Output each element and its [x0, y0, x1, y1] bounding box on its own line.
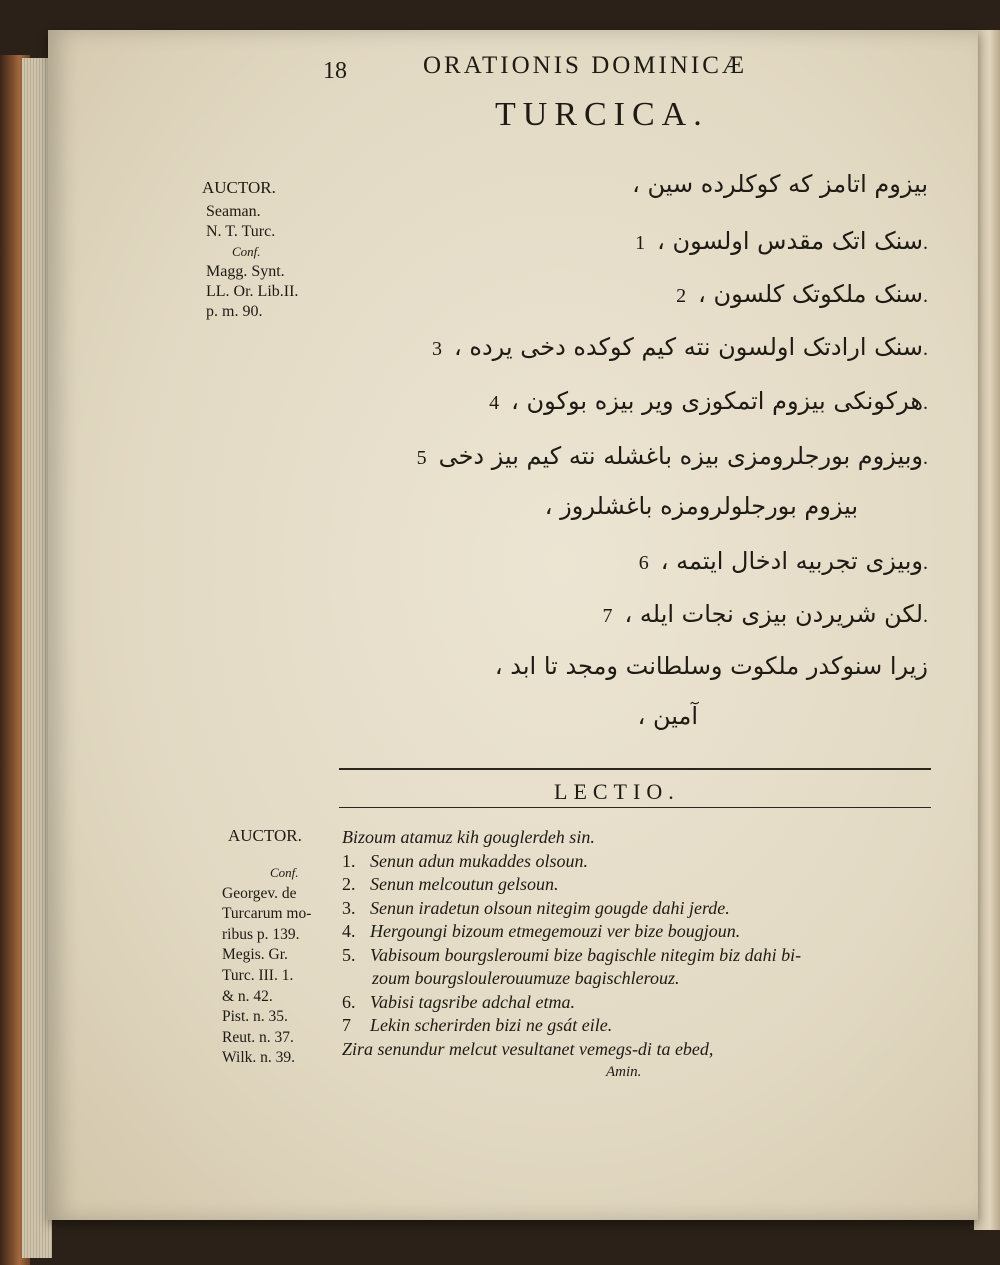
verse-number: 2. — [676, 285, 928, 307]
turkish-text: سنک اتک مقدس اولسون ، — [657, 227, 923, 255]
turkish-text: وبیزی تجربیه ادخال ایتمه ، — [660, 547, 923, 575]
lectio-line — [342, 920, 952, 944]
sidebar-auctor-label: AUCTOR. — [202, 178, 276, 197]
lectio-line — [342, 1038, 952, 1062]
lectio-text: Lekin scherirden bizi ne gsát eile. — [370, 1015, 613, 1035]
turkish-text: آمین ، — [637, 702, 698, 730]
turkish-line — [288, 547, 928, 575]
lectio-text: Vabisi tagsribe adchal etma. — [370, 991, 575, 1012]
turkish-line — [228, 442, 928, 470]
reference-conf: Conf. — [232, 244, 261, 259]
lectio-heading: LECTIO. — [554, 779, 680, 804]
reference-line: & n. 42. — [222, 987, 273, 1005]
reference-line: LL. Or. Lib.II. — [206, 283, 299, 300]
verse-number: 5. — [416, 447, 928, 469]
verse-number: 6. — [638, 552, 928, 574]
turkish-text: لکن شریردن بیزی نجات ایله ، — [624, 600, 923, 628]
lectio-text: Amin. — [606, 1064, 642, 1080]
reference-line: Megis. Gr. — [222, 946, 288, 964]
verse-number: 6. — [342, 991, 356, 1012]
reference-line: N. T. Turc. — [206, 223, 276, 240]
verse-number: 5. — [342, 944, 356, 965]
reference-line: Turcarum mo- — [222, 905, 312, 923]
verse-number: 4. — [489, 392, 928, 414]
verse-number: 2. — [342, 874, 356, 894]
divider-rule — [339, 807, 931, 808]
verse-number: 1. — [635, 232, 928, 254]
lectio-text: Senun iradetun olsoun nitegim gougde dahi jerde. — [370, 897, 730, 918]
lectio-text: zoum bourgsloulerouumuze bagischlerouz. — [372, 968, 680, 988]
turkish-line — [228, 652, 928, 680]
lectio-line — [342, 1061, 952, 1085]
lectio-line — [342, 991, 952, 1015]
turkish-line — [218, 492, 858, 520]
page-number: 18 — [323, 58, 347, 84]
turkish-text: بیزوم بورجلولرومزه باغشلروز ، — [544, 492, 858, 520]
lectio-line — [342, 967, 952, 991]
verse-number: 7 — [342, 1015, 351, 1035]
reference-conf: Conf. — [270, 865, 299, 880]
lectio-text: Bizoum atamuz kih gouglerdeh sin. — [342, 827, 595, 847]
reference-line: p. m. 90. — [206, 303, 263, 320]
page-title: TURCICA. — [495, 96, 709, 133]
reference-line: Magg. Synt. — [206, 263, 285, 280]
lectio-line — [342, 873, 952, 897]
lectio-text: Hergoungi bizoum etmegemouzi ver bize bougjoun. — [370, 921, 741, 941]
turkish-line — [288, 387, 928, 415]
turkish-line — [58, 702, 698, 730]
turkish-line — [288, 227, 928, 255]
turkish-line — [288, 170, 928, 198]
sidebar-references-top — [206, 202, 298, 322]
lectio-text: Zira senundur melcut vesultanet vemegs-di ta ebed, — [342, 1038, 714, 1059]
reference-line: Reut. n. 37. — [222, 1028, 294, 1046]
sidebar-references-bottom — [222, 863, 311, 1069]
turkish-text: وبیزوم بورجلرومزی بیزه باغشله نته کیم بیز دخی — [438, 442, 923, 470]
lectio-text: Vabisoum bourgsleroumi bize bagischle nitegim biz dahi bi- — [370, 944, 802, 965]
verse-number: 4. — [342, 921, 356, 941]
lectio-line — [342, 826, 952, 850]
verse-number: 3. — [342, 897, 356, 918]
reference-line: ribus p. 139. — [222, 925, 300, 943]
reference-line: Turc. III. 1. — [222, 966, 294, 984]
verse-number: 7. — [602, 605, 928, 627]
reference-line: Georgev. de — [222, 884, 297, 902]
turkish-text: سنک ارادتک اولسون نته کیم کوکده دخی یرده ، — [454, 333, 923, 361]
verse-number: 3. — [432, 338, 928, 360]
lectio-text: Senun adun mukaddes olsoun. — [370, 850, 588, 871]
reference-line: Pist. n. 35. — [222, 1008, 288, 1026]
reference-line: Seaman. — [206, 203, 261, 220]
sidebar-auctor-label: AUCTOR. — [228, 826, 302, 845]
turkish-text: بیزوم اتامز که کوکلرده سین ، — [632, 170, 928, 198]
turkish-line — [288, 600, 928, 628]
turkish-text: سنک ملکوتک کلسون ، — [698, 280, 923, 308]
turkish-line — [228, 333, 928, 361]
reference-line: Wilk. n. 39. — [222, 1049, 295, 1067]
lectio-line — [342, 850, 952, 874]
lectio-transliteration — [342, 826, 952, 1085]
turkish-line — [288, 280, 928, 308]
lectio-line — [342, 897, 952, 921]
lectio-line — [342, 944, 952, 968]
book-page — [48, 30, 978, 1220]
running-head: ORATIONIS DOMINICÆ — [423, 52, 748, 79]
turkish-text: زیرا سنوکدر ملکوت وسلطانت ومجد تا ابد ، — [494, 652, 928, 680]
verse-number: 1. — [342, 850, 356, 871]
turkish-text: هرکونکی بیزوم اتمکوزی ویر بیزه بوکون ، — [511, 387, 923, 415]
divider-rule — [339, 768, 931, 770]
lectio-text: Senun melcoutun gelsoun. — [370, 874, 559, 894]
lectio-line — [342, 1014, 952, 1038]
